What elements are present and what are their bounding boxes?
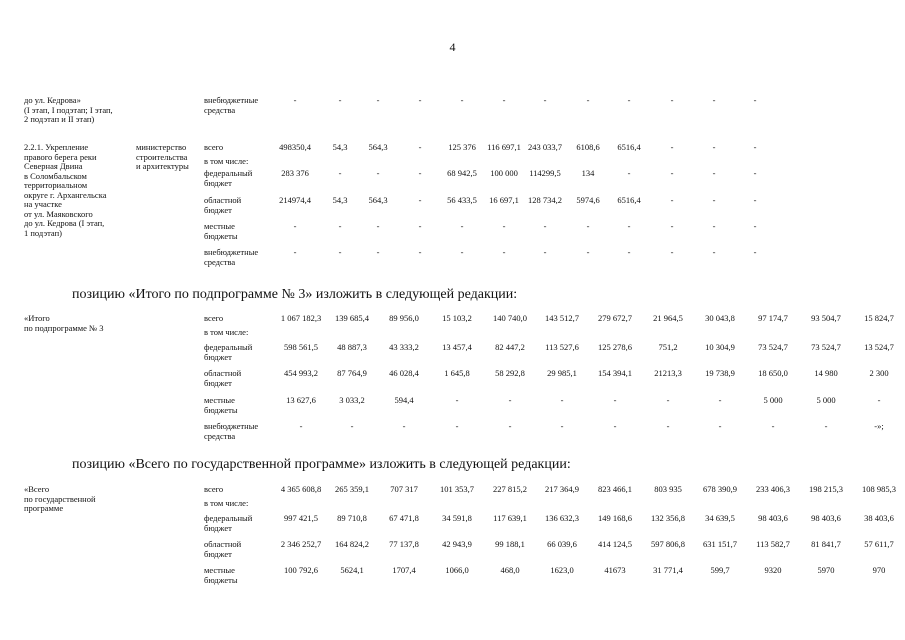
table-cell: - [455,421,459,431]
table-cell: 243 033,7 [528,142,562,152]
table-cell: 136 632,3 [545,513,579,523]
table-cell: 468,0 [500,565,520,575]
row-label: всего [204,142,224,152]
table-cell: 48 887,3 [337,342,367,352]
table-row [0,96,905,116]
table-cell: 81 841,7 [811,539,841,549]
table-cell: - [586,221,590,231]
table-row [0,540,905,560]
table-cell: 13 627,6 [286,395,316,405]
table-cell: 164 824,2 [335,539,369,549]
table-cell: 143 512,7 [545,313,579,323]
table-cell: - [293,247,297,257]
table-cell: - [753,142,757,152]
table-cell: 41673 [604,565,626,575]
table-cell: - [670,195,674,205]
page-number: 4 [449,40,456,54]
table-cell: - [418,95,422,105]
table-cell: - [670,142,674,152]
row-label: местные бюджеты [204,565,238,585]
table-cell: - [502,221,506,231]
table-cell: 125 376 [448,142,476,152]
table-cell: 214974,4 [279,195,311,205]
table-cell: - [613,395,617,405]
table-cell: 6516,4 [617,142,641,152]
table-cell: 58 292,8 [495,368,525,378]
table-cell: 57 611,7 [864,539,894,549]
table-row [0,422,905,442]
row-label: в том числе: [204,156,249,166]
table-cell: 73 524,7 [758,342,788,352]
table-cell: 227 815,2 [493,484,527,494]
table-cell: 98 403,6 [758,513,788,523]
table-cell: 82 447,2 [495,342,525,352]
table-cell: 101 353,7 [440,484,474,494]
table-cell: 594,4 [394,395,414,405]
table-cell: 970 [872,565,886,575]
table-cell: - [460,95,464,105]
table-cell: 30 043,8 [705,313,735,323]
table-cell: - [350,421,354,431]
table-cell: 598 561,5 [284,342,318,352]
table-cell: 98 403,6 [811,513,841,523]
table-cell: - [543,95,547,105]
table-cell: - [627,247,631,257]
table-cell: 631 151,7 [703,539,737,549]
table-cell: 4 365 608,8 [280,484,322,494]
table-cell: - [586,95,590,105]
table-cell: 2 300 [869,368,889,378]
table-cell: 38 403,6 [864,513,894,523]
table-cell: - [376,95,380,105]
table-cell: 6516,4 [617,195,641,205]
table-cell: - [376,247,380,257]
table-cell: - [502,247,506,257]
table-cell: 67 471,8 [389,513,419,523]
table-cell: - [455,395,459,405]
table-cell: 31 771,4 [653,565,683,575]
table-cell: - [293,221,297,231]
table-row [0,343,905,363]
table-cell: 93 504,7 [811,313,841,323]
row-label: внебюджетные средства [204,95,259,115]
table-cell: 117 639,1 [493,513,527,523]
table-cell: 15 824,7 [864,313,894,323]
table-cell: 149 168,6 [598,513,632,523]
row-label: местные бюджеты [204,395,238,415]
table-cell: 114299,5 [529,168,561,178]
table-cell: 597 806,8 [651,539,685,549]
table-cell: 15 103,2 [442,313,472,323]
table-cell: 1066,0 [445,565,469,575]
table-cell: 29 985,1 [547,368,577,378]
table-row [0,566,905,586]
table-cell: 5624,1 [340,565,364,575]
table-cell: - [376,221,380,231]
table-cell: - [670,221,674,231]
table-cell: - [771,421,775,431]
table-cell: - [508,421,512,431]
table-cell: - [418,221,422,231]
row-label: в том числе: [204,327,249,337]
table-cell: 283 376 [281,168,309,178]
section-heading-1: позицию «Итого по подпрограмме № 3» изложить в следующей редакции: [72,287,518,302]
table-cell: 46 028,4 [389,368,419,378]
row-label: в том числе: [204,498,249,508]
table-cell: - [627,168,631,178]
row-label: местные бюджеты [204,221,238,241]
table-cell: 5 000 [816,395,836,405]
table-cell: 599,7 [710,565,730,575]
table-cell: - [418,168,422,178]
table-cell: - [338,95,342,105]
table-cell: 279 672,7 [598,313,632,323]
table-cell: - [712,142,716,152]
table-cell: 9320 [764,565,782,575]
table-cell: - [418,142,422,152]
table-cell: 43 333,2 [389,342,419,352]
table-cell: - [338,168,342,178]
table-cell: 5974,6 [576,195,600,205]
item-label: 2.2.1. Укрепление правого берега реки Северная Двина в Соломбальском территориальном округе г. Архангельска на участке от ул. Маяковского до ул. Кедрова (I этап, 1 подэтап) [24,142,107,238]
row-label: всего [204,484,224,494]
table-cell: 125 278,6 [598,342,632,352]
table-cell: 154 394,1 [598,368,632,378]
table-cell: 14 980 [814,368,838,378]
table-cell: 42 943,9 [442,539,472,549]
table-cell: 108 985,3 [862,484,896,494]
table-cell: - [712,247,716,257]
section-heading-2: позицию «Всего по государственной программе» изложить в следующей редакции: [72,457,571,472]
table-cell: - [824,421,828,431]
table-cell: - [293,95,297,105]
table-cell: 56 433,5 [447,195,477,205]
table-cell: 454 993,2 [284,368,318,378]
table-cell: - [627,221,631,231]
table-cell: - [502,95,506,105]
row-label: всего [204,313,224,323]
table-row [0,396,905,416]
item-label: «Итого по подпрограмме № 3 [24,313,104,333]
table-cell: 13 524,7 [864,342,894,352]
table-cell: 1 645,8 [444,368,470,378]
table-cell: 73 524,7 [811,342,841,352]
row-label: федеральный бюджет [204,513,253,533]
table-cell: 100 000 [490,168,518,178]
table-cell: 803 935 [654,484,682,494]
table-cell: 21 964,5 [653,313,683,323]
table-cell: 6108,6 [576,142,600,152]
table-cell: 113 527,6 [545,342,579,352]
executor-label: министерство строительства и архитектуры [136,142,189,171]
item-label: «Всего по государственной программе [24,484,96,513]
table-cell: 751,2 [658,342,678,352]
table-cell: 1707,4 [392,565,416,575]
table-cell: - [338,247,342,257]
table-cell: 678 390,9 [703,484,737,494]
table-cell: 198 215,3 [809,484,843,494]
table-cell: - [753,95,757,105]
table-cell: 265 359,1 [335,484,369,494]
table-cell: - [670,168,674,178]
table-cell: - [666,395,670,405]
row-label: областной бюджет [204,195,242,215]
table-cell: 139 685,4 [335,313,369,323]
table-cell: 134 [581,168,595,178]
table-cell: - [508,395,512,405]
table-cell: 132 356,8 [651,513,685,523]
row-label: федеральный бюджет [204,342,253,362]
table-cell: 3 033,2 [339,395,365,405]
table-cell: 498350,4 [279,142,311,152]
table-cell: - [877,395,881,405]
table-cell: 10 304,9 [705,342,735,352]
table-cell: - [338,221,342,231]
table-cell: - [460,247,464,257]
row-label: федеральный бюджет [204,168,253,188]
table-row [0,369,905,389]
table-cell: - [586,247,590,257]
table-cell: 233 406,3 [756,484,790,494]
table-cell: - [753,195,757,205]
table-cell: 68 942,5 [447,168,477,178]
table-cell: - [543,221,547,231]
table-row [0,248,905,268]
row-label: внебюджетные средства [204,421,259,441]
table-cell: 19 738,9 [705,368,735,378]
table-cell: 564,3 [368,195,388,205]
table-row [0,196,905,216]
table-cell: - [712,95,716,105]
table-cell: - [418,195,422,205]
table-row [0,169,905,189]
table-cell: - [712,168,716,178]
table-cell: 1 067 182,3 [280,313,322,323]
table-cell: - [613,421,617,431]
table-cell: - [753,247,757,257]
table-cell: 823 466,1 [598,484,632,494]
table-cell: 18 650,0 [758,368,788,378]
item-label: до ул. Кедрова» (I этап, I подэтап; I этап, 2 подэтап и II этап) [24,95,113,124]
row-label: внебюджетные средства [204,247,259,267]
table-cell: - [670,247,674,257]
table-cell: 21213,3 [654,368,682,378]
table-cell: 13 457,4 [442,342,472,352]
table-cell: - [753,168,757,178]
table-cell: 1623,0 [550,565,574,575]
table-cell: 707 317 [390,484,418,494]
table-cell: 66 039,6 [547,539,577,549]
table-cell: 217 364,9 [545,484,579,494]
table-cell: 87 764,9 [337,368,367,378]
table-row [0,514,905,534]
table-cell: 89 710,8 [337,513,367,523]
table-cell: - [543,247,547,257]
table-cell: - [418,247,422,257]
table-cell: - [666,421,670,431]
table-cell: -»; [874,421,884,431]
table-cell: - [627,95,631,105]
table-cell: - [299,421,303,431]
table-cell: 564,3 [368,142,388,152]
table-cell: 128 734,2 [528,195,562,205]
table-cell: 997 421,5 [284,513,318,523]
table-cell: 89 956,0 [389,313,419,323]
row-label: областной бюджет [204,539,242,559]
table-cell: 116 697,1 [487,142,521,152]
table-cell: - [718,421,722,431]
table-cell: - [718,395,722,405]
table-cell: 97 174,7 [758,313,788,323]
table-cell: 5970 [817,565,835,575]
table-cell: 54,3 [332,142,348,152]
table-cell: - [460,221,464,231]
table-cell: - [560,421,564,431]
table-cell: - [560,395,564,405]
table-cell: 2 346 252,7 [280,539,322,549]
table-cell: - [712,221,716,231]
table-cell: 34 591,8 [442,513,472,523]
table-cell: 140 740,0 [493,313,527,323]
table-cell: - [712,195,716,205]
table-cell: - [376,168,380,178]
table-cell: 113 582,7 [756,539,790,549]
table-cell: - [670,95,674,105]
table-cell: 100 792,6 [284,565,318,575]
table-cell: 54,3 [332,195,348,205]
table-row [0,222,905,242]
table-cell: - [402,421,406,431]
table-cell: 99 188,1 [495,539,525,549]
table-cell: 5 000 [763,395,783,405]
table-cell: 414 124,5 [598,539,632,549]
row-label: областной бюджет [204,368,242,388]
table-cell: 77 137,8 [389,539,419,549]
table-cell: - [753,221,757,231]
table-cell: 34 639,5 [705,513,735,523]
table-cell: 16 697,1 [489,195,519,205]
